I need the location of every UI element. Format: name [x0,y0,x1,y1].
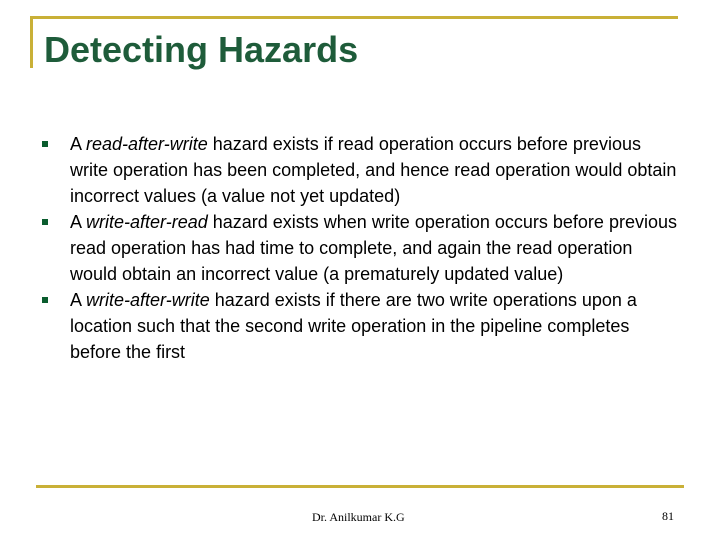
bullet-item-read-after-write [42,131,682,209]
bullet-text: hazard exists if there are two write operations upon a location such that the second write operation in the pipeline completes before the first [70,290,637,362]
bullet-text: hazard exists when write operation occurs before previous read operation has had time to complete, and again the read operation would obtain an incorrect value (a prematurely updated value) [70,212,677,284]
title-frame-left-rule [30,16,33,68]
footer-rule [36,485,684,488]
bullet-list [42,131,682,365]
bullet-text: hazard exists if read operation occurs before previous write operation has been completed, and hence read operation would obtain incorrect values (a value not yet updated) [70,134,677,206]
hazard-term: write-after-read [86,212,208,232]
hazard-term: write-after-write [86,290,210,310]
slide-title: Detecting Hazards [44,29,359,70]
bullet-item-write-after-write [42,287,682,365]
title-frame-top-rule [30,16,678,19]
hazard-term: read-after-write [86,134,208,154]
bullet-prefix: A [70,134,87,154]
square-bullet-icon [42,297,48,303]
bullet-item-write-after-read [42,209,682,287]
bullet-prefix: A [70,290,87,310]
square-bullet-icon [42,141,48,147]
bullet-prefix: A [70,212,87,232]
square-bullet-icon [42,219,48,225]
page-number: 81 [662,509,674,523]
footer-author: Dr. Anilkumar K.G [312,510,405,524]
